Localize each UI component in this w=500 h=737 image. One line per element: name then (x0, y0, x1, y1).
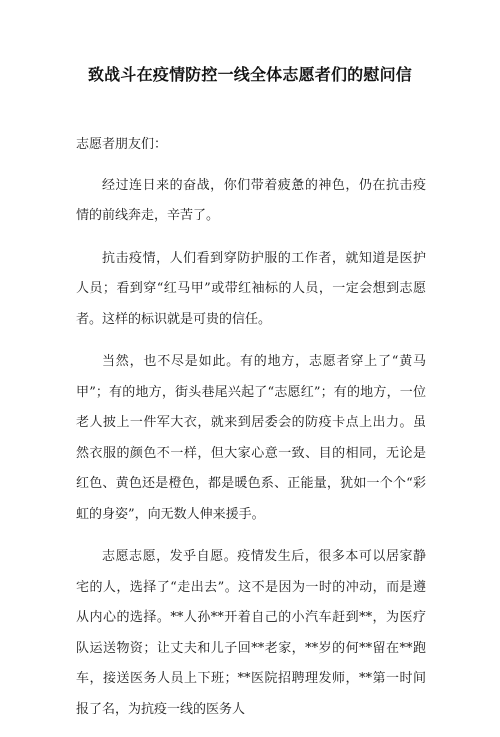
paragraph: 当然，也不尽是如此。有的地方，志愿者穿上了“黄马甲”；有的地方，街头巷尾兴起了“志愿红”；有的地方，一位老人披上一件军大衣，就来到居委会的防疫卡点上出力。虽然衣服的颜色不一样，但大家心意一致、目的相同，无论是红色、黄色还是橙色，都是暖色系、正能量，犹如一个个“彩虹的身姿”，向无数人伸来援手。 (76, 354, 426, 522)
paragraph: 抗击疫情，人们看到穿防护服的工作者，就知道是医护人员；看到穿“红马甲”或带红袖标的人员，一定会想到志愿者。这样的标识就是可贵的信任。 (76, 250, 426, 327)
paragraph: 经过连日来的奋战，你们带着疲惫的神色，仍在抗击疫情的前线奔走，辛苦了。 (76, 177, 426, 223)
letter-body (76, 130, 426, 737)
salutation: 志愿者朋友们： (76, 137, 168, 152)
document-title: 致战斗在疫情防控一线全体志愿者们的慰问信 (87, 65, 412, 84)
paragraph: 志愿志愿，发乎自愿。疫情发生后，很多本可以居家静宅的人，选择了“走出去”。这不是因为一时的冲动，而是遵从内心的选择。**人孙**开着自己的小汽车赶到**，为医疗队运送物资；让丈夫和儿子回**老家，**岁的何**留在**跑车，接送医务人员上下班；**医院招聘理发师，**第一时间报了名，为抗疫一线的医务人 (76, 549, 426, 717)
